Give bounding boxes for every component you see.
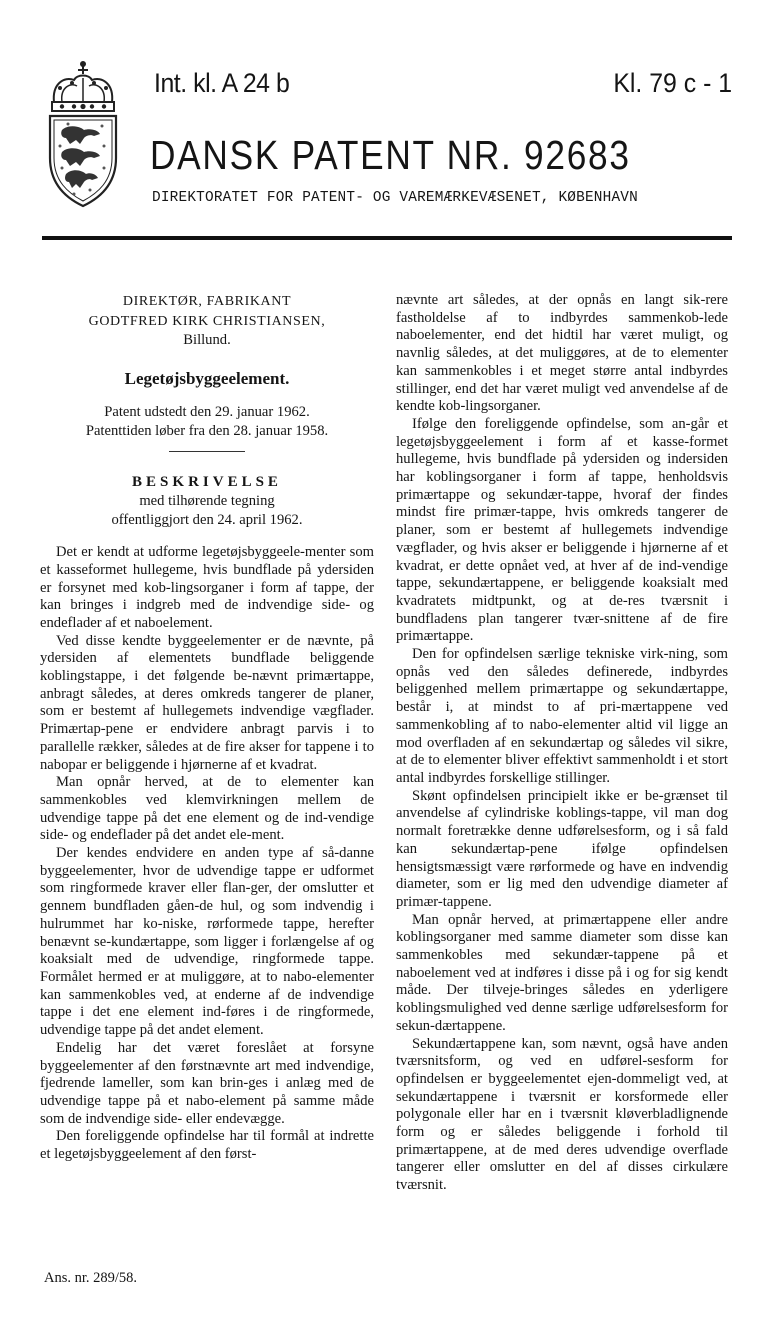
paragraph: Skønt opfindelsen principielt ikke er be-grænset til anvendelse af cylindriske koblings-tappe, vil man dog normalt foretrække denne udførelsesform, og i så fald kan sekundærtap-pene ifølge opfindelsen hensigtsmæssigt være rørformede og have en indvendig diameter, som er lig med den udvendige diameter af primær-tappene. — [396, 787, 728, 910]
patent-title: DANSK PATENT NR. 92683 — [150, 132, 631, 178]
publication-date: offentliggjort den 24. april 1962. — [111, 512, 303, 529]
application-number: Ans. nr. 289/58. — [44, 1270, 138, 1286]
paragraph: Den foreliggende opfindelse har til formål at indrette et legetøjsbyggeelement af den først- — [40, 1128, 374, 1163]
paragraph: Sekundærtappene kan, som nævnt, også have anden tværsnitsform, og ved en udførel-sesform for opfindelsen er byggeelementet ejen-dommeligt ved, at sekundærtappene i tværsnit er korsformede eller polygonale eller har en i tværsnit kløverbladlignende form og er således beliggende i forhold til primærtappene, at de med deres udvendige overflade tangerer eller omslutter en del af disses cirkulære tværsnit. — [396, 1035, 728, 1194]
inventor-line-1: DIREKTØR, FABRIKANT — [122, 294, 292, 309]
paragraph: Den for opfindelsen særlige tekniske virk-ning, som opnås ved den således definerede, indbyrdes beliggenhed mellem primærtappe og sekundærtappe, består i, at mindst to af pri-mærtappene ved sammenkobling af to nabo-elementer altid vil ligge an mod overfladen af en sekundærtap og således vil sikre, at de to elementer bliver effektivt sammenholdt i et stort antal indbyrdes forskellige stillinger. — [396, 646, 728, 786]
grant-date: Patent udstedt den 29. januar 1962. — [104, 404, 310, 421]
with-drawing-note: med tilhørende tegning — [139, 493, 275, 510]
paragraph: Der kendes endvidere en anden type af så-danne byggeelementer, hvor de udvendige tappe er udformet som ringformede kraver eller flan-ger, der omslutter et gennem bundfladen gåen-de hul, og som indvendig i hulrummet har ko-niske, rørformede tappe, herefter benævnt se-kundærtappe, som ligger i forlængelse af og koaksialt med de udvendige, ringformede tappe. Formålet hermed er at muliggøre, at to nabo-elementer kan sammenkobles ved, at enderne af de indvendige tappe i det ene element ind-føres i de ringformede, udvendige tappe på det andet element. — [40, 845, 374, 1039]
left-column — [40, 292, 374, 1164]
patent-dates — [40, 403, 374, 441]
right-column — [396, 292, 728, 1195]
danish-coat-of-arms-icon — [44, 58, 122, 208]
term-start: Patenttiden løber fra den 28. januar 1958. — [85, 423, 329, 440]
inventor-line-2: GODTFRED KIRK CHRISTIANSEN, — [88, 314, 326, 329]
paragraph: Det er kendt at udforme legetøjsbyggeele-menter som et kasseformet hullegeme, hvis bundflade på ydersiden er forsynet med kob-lingsorganer i form af tappe, der kan bringes i indgreb med de indvendige side- og endeflader af et naboelement. — [40, 544, 374, 631]
paragraph: Man opnår herved, at primærtappene eller andre koblingsorganer med samme diameter som disse kan sammenkobles med sekundær-tappene på et naboelement ved at indføres i disse på i og for sig kendt måde. Der tilveje-bringes således en yderligere koblingsmulighed ved denne særlige udførelsesform for sekun-dærtappene. — [396, 911, 728, 1034]
paragraph: Man opnår herved, at de to elementer kan sammenkobles ved klemvirkningen mellem de udvendige tappe på det ene element og de ind-vendige side- og endeflader på det andet ele-ment. — [40, 774, 374, 844]
paragraph: Endelig har det været foreslået at forsyne byggeelementer af den førstnævnte art med indvendige, fjedrende lameller, som kan brin-ges i anlæg med de udvendige tappe på et nabo-element på samme måde som de indvendige side- eller endevægge. — [40, 1039, 374, 1127]
inventor-city: Billund. — [183, 332, 231, 348]
short-divider — [169, 451, 245, 452]
directorate-line: DIREKTORATET FOR PATENT- OG VAREMÆRKEVÆSENET, KØBENHAVN — [152, 190, 638, 206]
invention-title: Legetøjsbyggeelement. — [124, 368, 290, 388]
international-classification: Int. kl. A 24 b — [154, 68, 290, 98]
paragraph: Ifølge den foreliggende opfindelse, som an-går et legetøjsbyggeelement i form af et kasse-formet hullegeme, hvis bundflade på ydersiden og indersiden har koblingsorganer i form af tappe, henholdsvis primærtappe og sekundær-tappe, hvoraf der findes mindst fire primær-tappe, hvis omkreds tangerer de planer, som er bestemt af hullegemets indvendige vægflader, og hvis akser er beliggende i hjørnerne af et kvadrat, er dette opnået ved, at hver af de ind-vendige tappe, sekundærtappene, er beliggende koaksialt med kvadratets midtpunkt, og at de-res tværsnit i bundfladens plan tangerer tvær-snittene af de fire primærtappe. — [396, 415, 728, 645]
description-heading: BESKRIVELSE — [132, 474, 282, 491]
danish-classification: Kl. 79 c - 1 — [613, 68, 732, 98]
header-divider — [42, 236, 732, 240]
paragraph: Ved disse kendte byggeelementer er de nævnte, på ydersiden af elementets bundflade beliggende koblingstappe, i det følgende be-nævnt primærtappe, anbragt således, at deres omkreds tangerer de planer, som er bestemt af hullegemets indvendige vægflader. Primærtap-pene er endvidere anbragt parvis i to parallelle rækker, således at de fire akser for tappene i to nabopar er beliggende i hjørnerne af et kvadrat. — [40, 632, 374, 773]
paragraph: nævnte art således, at der opnås en langt sik-rere fastholdelse af to indbyrdes sammenkob-lede naboelementer, end det hidtil har været muligt, og navnlig således, at det muliggøres, at de to elementer kan sammenkobles i et meget større antal indbyrdes stillinger, end det har været muligt ved anvendelse af de kendte kob-lingsorganer. — [396, 292, 728, 415]
